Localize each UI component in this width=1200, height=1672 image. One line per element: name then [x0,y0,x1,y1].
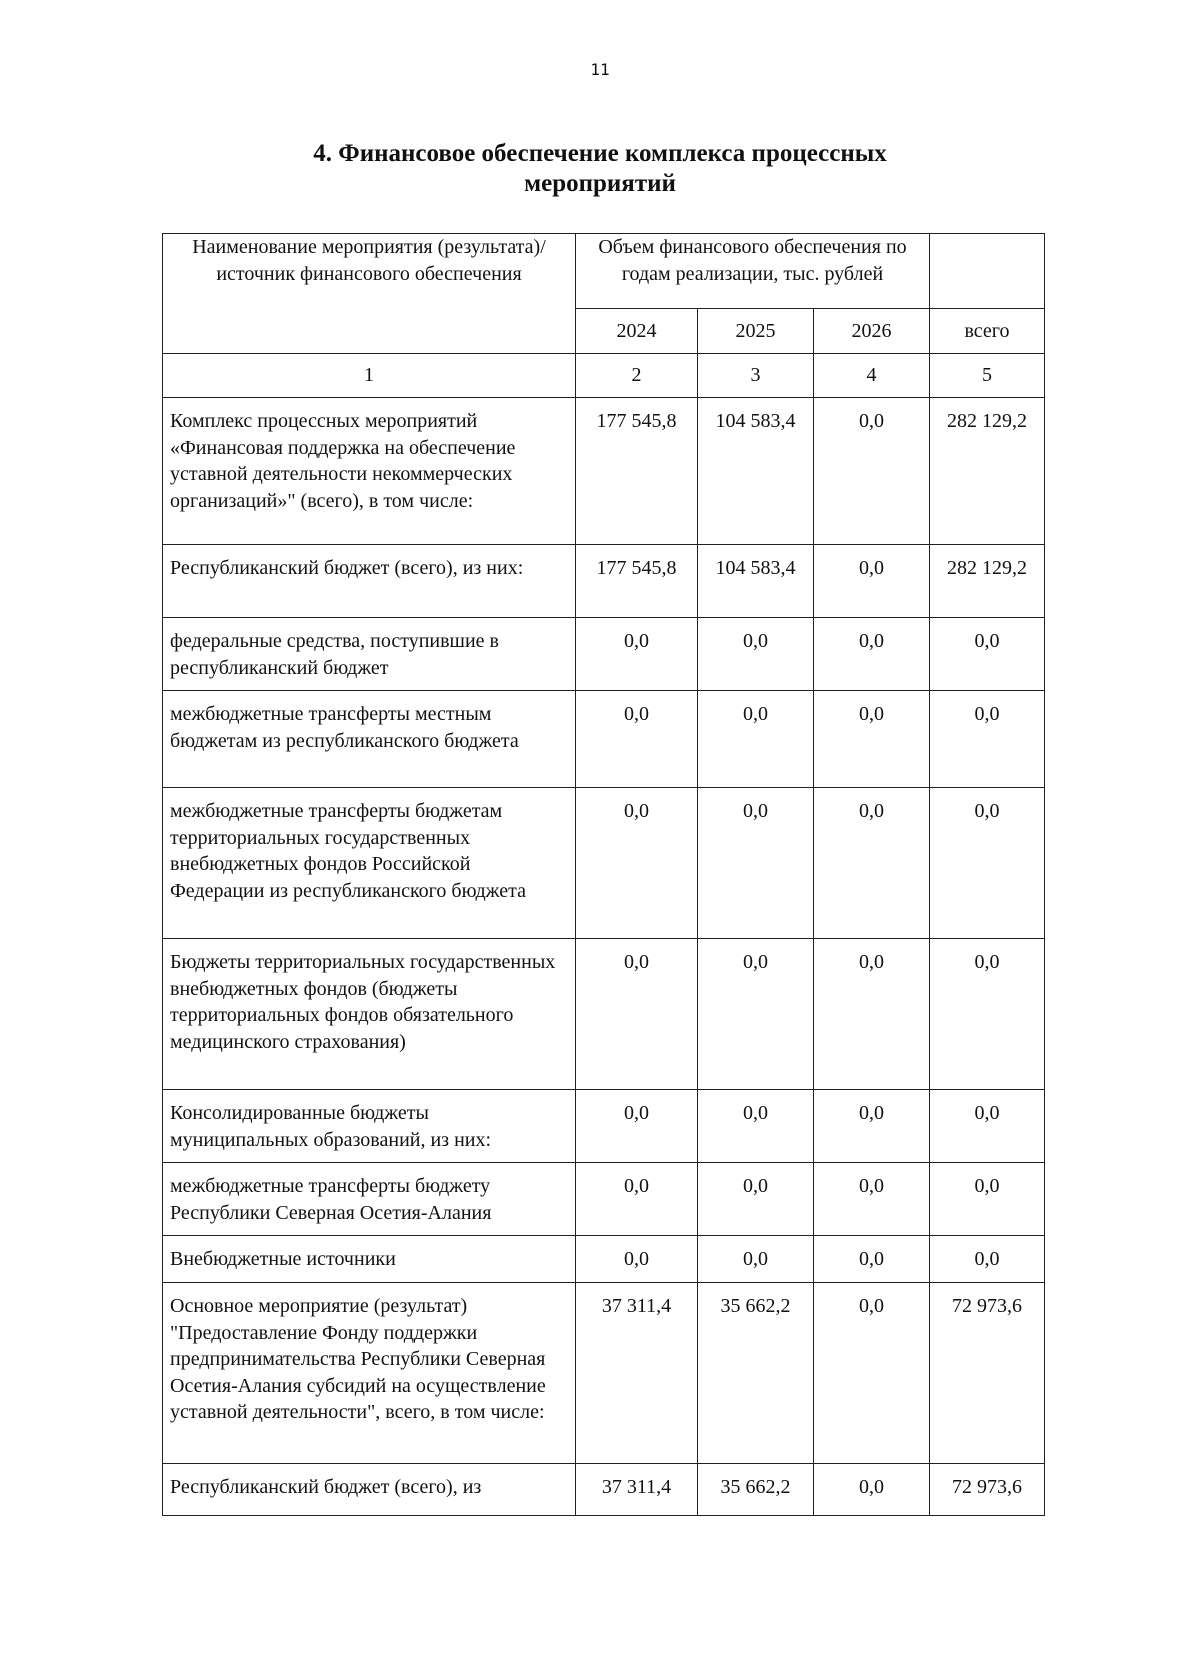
value-total-text: 0,0 [974,800,1000,822]
value-2025-text: 0,0 [743,1248,768,1270]
value-2026-text: 0,0 [859,557,884,579]
header-year-2026: 2026 [814,309,930,354]
value-2024-cell [576,618,698,691]
financing-table [162,233,1045,1516]
value-2025-cell [698,398,814,545]
value-2026-cell [814,545,930,618]
value-2026-text: 0,0 [859,800,884,822]
table-row [163,618,1045,691]
row-name-cell: Консолидированные бюджеты муниципальных образований, из них: [163,1090,576,1163]
value-total-text: 0,0 [974,951,1000,973]
row-name-cell: Бюджеты территориальных государственных внебюджетных фондов (бюджеты территориальных фондов обязательного медицинского страхования) [163,939,576,1090]
value-2025-cell [698,1236,814,1283]
section-title-line-1: 4. Финансовое обеспечение комплекса процессных [313,140,887,167]
column-index-3: 3 [698,354,814,398]
value-2026-cell [814,788,930,939]
value-2025-cell [698,691,814,788]
value-2024-cell [576,691,698,788]
value-total-cell [930,1090,1045,1163]
value-2025-text: 0,0 [743,800,768,822]
value-2024-cell [576,1163,698,1236]
section-title [180,139,1020,199]
value-2024-cell [576,1283,698,1464]
row-name-cell: Основное мероприятие (результат) "Предоставление Фонду поддержки предпринимательства Республики Северная Осетия-Алания субсидий на осуществление уставной деятельности", всего, в том числе: [163,1283,576,1464]
table-row [163,1236,1045,1283]
table-row [163,788,1045,939]
value-2024-cell [576,545,698,618]
value-2026-cell [814,1236,930,1283]
value-2026-text: 0,0 [859,1248,884,1270]
value-2026-text: 0,0 [859,951,884,973]
row-name-cell: Республиканский бюджет (всего), из [163,1464,576,1516]
value-total-cell [930,1464,1045,1516]
value-2026-cell [814,1464,930,1516]
value-2025-text: 104 583,4 [715,557,796,579]
header-volume-group: Объем финансового обеспечения по годам реализации, тыс. рублей [576,234,930,309]
row-name-cell: Республиканский бюджет (всего), из них: [163,545,576,618]
value-2024-text: 0,0 [624,1175,649,1197]
value-total-cell [930,398,1045,545]
value-2024-text: 37 311,4 [601,1295,672,1317]
value-2025-text: 0,0 [743,703,768,725]
value-2025-cell [698,1163,814,1236]
table-row [163,1163,1045,1236]
value-total-cell [930,691,1045,788]
row-name-cell: межбюджетные трансферты бюджету Республики Северная Осетия-Алания [163,1163,576,1236]
table-row [163,1464,1045,1516]
value-2025-cell [698,1464,814,1516]
value-2025-cell [698,788,814,939]
value-2024-cell [576,398,698,545]
value-2025-cell [698,939,814,1090]
header-row-main [163,234,1045,309]
header-name-column: Наименование мероприятия (результата)/источник финансового обеспечения [163,234,576,354]
value-total-text: 0,0 [974,630,1000,652]
page-number: 11 [590,60,610,79]
value-2024-text: 0,0 [624,1102,649,1124]
value-total-cell [930,939,1045,1090]
value-2025-text: 0,0 [743,630,768,652]
header-empty-cell [930,234,1045,309]
table-body [163,354,1045,1516]
value-2024-text: 0,0 [624,951,649,973]
value-2026-text: 0,0 [859,703,884,725]
header-year-2025: 2025 [698,309,814,354]
row-name-cell: межбюджетные трансферты местным бюджетам из республиканского бюджета [163,691,576,788]
value-2024-text: 177 545,8 [596,557,677,579]
value-2024-cell [576,1464,698,1516]
column-index-2: 2 [576,354,698,398]
value-2025-cell [698,1090,814,1163]
value-2024-cell [576,788,698,939]
value-2026-text: 0,0 [859,1295,884,1317]
value-2025-text: 104 583,4 [715,410,796,432]
value-total-cell [930,545,1045,618]
column-index-1: 1 [163,354,576,398]
value-2024-text: 0,0 [624,1248,649,1270]
table-row [163,1090,1045,1163]
value-2025-text: 35 662,2 [720,1295,791,1317]
value-total-cell [930,1283,1045,1464]
value-2025-cell [698,1283,814,1464]
section-title-line-2: мероприятий [524,170,676,197]
table-row [163,691,1045,788]
value-total-cell [930,1236,1045,1283]
row-name-cell: Внебюджетные источники [163,1236,576,1283]
value-2025-cell [698,618,814,691]
value-total-text: 282 129,2 [947,557,1027,579]
value-total-text: 72 973,6 [952,1476,1022,1498]
value-2025-text: 0,0 [743,1102,768,1124]
value-2026-cell [814,939,930,1090]
value-total-text: 0,0 [974,1102,1000,1124]
column-index-row [163,354,1045,398]
value-total-text: 0,0 [974,1175,1000,1197]
value-2024-text: 0,0 [624,703,649,725]
value-2026-text: 0,0 [859,630,884,652]
value-2025-text: 0,0 [743,1175,768,1197]
column-index-5: 5 [930,354,1045,398]
value-total-cell [930,618,1045,691]
table-row [163,398,1045,545]
value-total-cell [930,1163,1045,1236]
value-total-text: 282 129,2 [947,410,1027,432]
value-2026-cell [814,1090,930,1163]
value-total-text: 72 973,6 [952,1295,1022,1317]
value-2024-text: 177 545,8 [596,410,677,432]
value-total-text: 0,0 [974,703,1000,725]
row-name-cell: межбюджетные трансферты бюджетам территориальных государственных внебюджетных фондов Российской Федерации из республиканского бюджета [163,788,576,939]
column-index-4: 4 [814,354,930,398]
header-year-2024: 2024 [576,309,698,354]
value-2024-text: 0,0 [624,800,649,822]
value-2024-cell [576,1236,698,1283]
value-2024-cell [576,939,698,1090]
value-2026-text: 0,0 [859,1476,884,1498]
value-2026-cell [814,691,930,788]
value-total-text: 0,0 [974,1248,1000,1270]
row-name-cell: федеральные средства, поступившие в республиканский бюджет [163,618,576,691]
value-2025-text: 0,0 [743,951,768,973]
value-2026-cell [814,1283,930,1464]
row-name-cell: Комплекс процессных мероприятий «Финансовая поддержка на обеспечение уставной деятельности некоммерческих организаций»" (всего), в том числе: [163,398,576,545]
value-2026-text: 0,0 [859,1102,884,1124]
table-row [163,1283,1045,1464]
value-2026-text: 0,0 [859,410,884,432]
table-row [163,939,1045,1090]
value-2026-cell [814,398,930,545]
value-2024-cell [576,1090,698,1163]
header-total: всего [930,309,1045,354]
value-2025-cell [698,545,814,618]
value-2026-cell [814,1163,930,1236]
value-2025-text: 35 662,2 [720,1476,791,1498]
value-2026-text: 0,0 [859,1175,884,1197]
table-header [163,234,1045,354]
value-2024-text: 37 311,4 [601,1476,672,1498]
table-row [163,545,1045,618]
value-total-cell [930,788,1045,939]
value-2026-cell [814,618,930,691]
value-2024-text: 0,0 [624,630,649,652]
